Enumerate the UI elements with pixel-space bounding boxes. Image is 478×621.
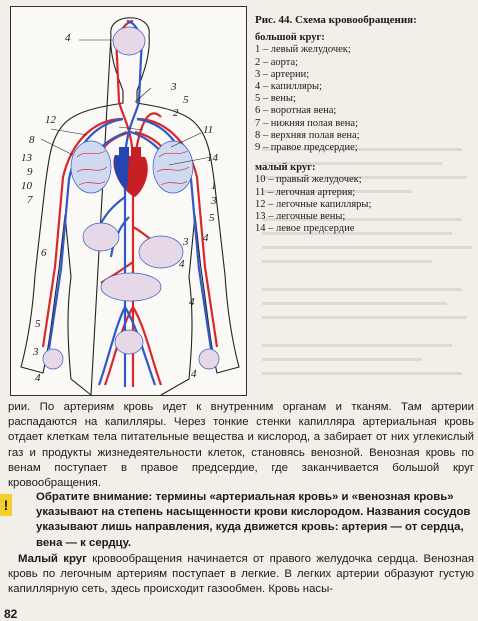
label-12: 12 <box>45 114 56 126</box>
label-7: 7 <box>27 194 33 206</box>
legend-item: 9 – правое предсердие; <box>255 142 358 154</box>
label-4d: 4 <box>189 296 195 308</box>
term-small-circle: Малый круг <box>18 553 87 565</box>
label-2: 2 <box>173 107 179 119</box>
page-number: 82 <box>4 607 18 621</box>
label-3b: 3 <box>211 195 217 207</box>
label-4-top: 4 <box>65 32 71 44</box>
body-paragraph-2 <box>8 552 474 598</box>
label-3c: 3 <box>183 236 189 248</box>
label-5b: 5 <box>209 212 215 224</box>
legend-item: 4 – капилляры; <box>255 81 322 93</box>
attention-note: Обратите внимание: термины «артериальная кровь» и «венозная кровь» указывают на степень насыщенности крови кислородом. Названия сосудов указывают лишь направления, куда движется кровь: артерия — от сердца, вена — к сердцу. <box>36 491 471 549</box>
legend-item: 12 – легочные капилляры; <box>255 198 372 210</box>
label-13: 13 <box>21 152 32 164</box>
circulation-figure <box>10 6 247 396</box>
legend-item: 14 – левое предсердие <box>255 223 355 235</box>
legend-item: 10 – правый желудочек; <box>255 174 362 186</box>
legend-item: 3 – артерии; <box>255 68 310 80</box>
heart <box>113 147 147 197</box>
label-9: 9 <box>27 166 33 178</box>
label-3: 3 <box>171 81 177 93</box>
figure-legend <box>255 14 473 235</box>
label-4e: 4 <box>35 372 41 384</box>
label-4b: 4 <box>203 232 209 244</box>
label-5: 5 <box>183 94 189 106</box>
label-11: 11 <box>203 124 214 136</box>
label-6: 6 <box>41 247 47 259</box>
label-14: 14 <box>207 152 218 164</box>
label-8: 8 <box>29 134 35 146</box>
label-5c: 5 <box>35 318 41 330</box>
paragraph-2-rest: кровообращения начинается от правого желудочка сердца. Венозная кровь по легочным артериям поступает в легкие. В легких артерии образуют густую капиллярную сеть, здесь происходит газообмен. Кровь насы- <box>8 553 474 596</box>
label-4f: 4 <box>191 368 197 380</box>
small-circle-title: малый круг: <box>255 162 316 174</box>
figure-caption: Рис. 44. Схема кровообращения: <box>255 14 417 26</box>
label-3d: 3 <box>33 346 39 358</box>
attention-marker: ! <box>0 494 12 516</box>
legend-item: 13 – легочные вены; <box>255 211 346 223</box>
label-1: 1 <box>211 180 217 192</box>
legend-item: 5 – вены; <box>255 93 296 105</box>
legend-item: 11 – легочная артерия; <box>255 186 356 198</box>
legend-item: 1 – левый желудочек; <box>255 44 351 56</box>
legend-item: 7 – нижняя полая вена; <box>255 117 358 129</box>
legend-item: 8 – верхняя полая вена; <box>255 129 360 141</box>
label-10: 10 <box>21 180 32 192</box>
legend-item: 6 – воротная вена; <box>255 105 337 117</box>
body-paragraph-1: рии. По артериям кровь идет к внутренним органам и тканям. Там артерии распадаются на капилляры. Через тонкие стенки капилляра артериальная кровь отдает клеткам тела питательные вещества и кислород, а забирает от них углекислый газ и продукты жизнедеятельности клеток, становясь венозной. Венозная кровь по венам поступает в правое предсердие, где заканчивается большой круг кровообращения. <box>8 401 474 490</box>
legend-item: 2 – аорта; <box>255 56 299 68</box>
big-circle-title: большой круг: <box>255 32 325 44</box>
label-4c: 4 <box>179 258 185 270</box>
